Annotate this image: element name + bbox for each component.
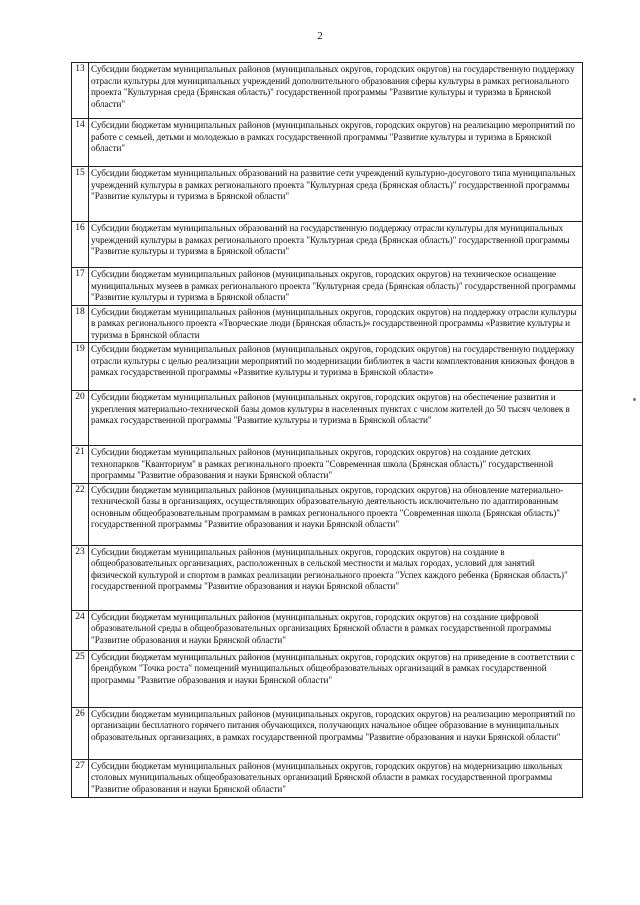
table-row (72, 650, 583, 707)
row-description: Субсидии бюджетам муниципальных районов (муниципальных округов, городских округов) на создание в общеобразовательных организациях, расположенных в сельской местности и малых городах, условий для занятий физической культурой и спортом в рамках реализации регионального проекта "Успех каждого ребенка (Брянская область)" государственной программы "Развитие образования и науки Брянской области" (89, 545, 583, 610)
row-number: 24 (72, 610, 89, 650)
row-description: Субсидии бюджетам муниципальных районов (муниципальных округов, городских округов) на государственную поддержку отрасли культуры с целью реализации мероприятий по модернизации библиотек в части комплектования книжных фондов в рамках государственной программы «Развитие культуры и туризма в Брянской области» (89, 343, 583, 391)
row-number: 18 (72, 305, 89, 343)
row-description: Субсидии бюджетам муниципальных районов (муниципальных округов, городских округов) на модернизацию школьных столовых муниципальных общеобразовательных организаций Брянской области в рамках государственной программы "Развитие образования и науки Брянской области" (89, 759, 583, 797)
row-description: Субсидии бюджетам муниципальных образований на государственную поддержку отрасли культуры для муниципальных учреждений культуры в рамках регионального проекта "Культурная среда (Брянская область)" государственной программы "Развитие культуры и туризма в Брянской области" (89, 222, 583, 268)
row-number: 19 (72, 343, 89, 391)
table-row (72, 268, 583, 306)
table-row (72, 545, 583, 610)
row-number: 27 (72, 759, 89, 797)
page-number: 2 (317, 30, 323, 42)
row-description: Субсидии бюджетам муниципальных образований на развитие сети учреждений культурно-досугового типа муниципальных учреждений культуры в рамках регионального проекта "Культурная среда (Брянская область)" государственной программы "Развитие культуры и туризма в Брянской области" (89, 167, 583, 222)
row-number: 21 (72, 446, 89, 484)
row-number: 15 (72, 167, 89, 222)
table-row (72, 119, 583, 167)
row-number: 20 (72, 391, 89, 446)
table-row (72, 483, 583, 545)
row-number: 26 (72, 707, 89, 759)
table-row (72, 446, 583, 484)
row-description: Субсидии бюджетам муниципальных районов (муниципальных округов, городских округов) на реализацию мероприятий по работе с семьей, детьми и молодежью в рамках государственной программы "Развитие культуры и туризма в Брянской области" (89, 119, 583, 167)
row-number: 17 (72, 268, 89, 306)
table-row (72, 707, 583, 759)
row-description: Субсидии бюджетам муниципальных районов (муниципальных округов, городских округов) на обеспечение развития и укрепления материально-технической базы домов культуры в населенных пунктах с числом жителей до 50 тысяч человек в рамках государственной программы "Развитие культуры и туризма в Брянской области" (89, 391, 583, 446)
table-row (72, 63, 583, 119)
row-description: Субсидии бюджетам муниципальных районов (муниципальных округов, городских округов) на обновление материально-технической базы в организациях, осуществляющих образовательную деятельность исключительно по адаптированным основным общеобразовательным программам в рамках регионального проекта "Современная школа (Брянская область)" государственной программы "Развитие образования и науки Брянской области" (89, 483, 583, 545)
subsidy-table (71, 62, 583, 798)
table-row (72, 610, 583, 650)
row-description: Субсидии бюджетам муниципальных районов (муниципальных округов, городских округов) на государственную поддержку отрасли культуры для муниципальных учреждений дополнительного образования сферы культуры в рамках регионального проекта "Культурная среда (Брянская область)" государственной программы "Развитие культуры и туризма в Брянской области" (89, 63, 583, 119)
row-description: Субсидии бюджетам муниципальных районов (муниципальных округов, городских округов) на создание цифровой образовательной среды в общеобразовательных организациях Брянской области в рамках государственной программы "Развитие образования и науки Брянской области" (89, 610, 583, 650)
table-row (72, 305, 583, 343)
row-number: 23 (72, 545, 89, 610)
table-row (72, 222, 583, 268)
row-number: 25 (72, 650, 89, 707)
row-number: 13 (72, 63, 89, 119)
row-number: 16 (72, 222, 89, 268)
row-description: Субсидии бюджетам муниципальных районов (муниципальных округов, городских округов) на поддержку отрасли культуры в рамках регионального проекта «Творческие люди (Брянская область)» государственной программы «Развитие культуры и туризма в Брянской области (89, 305, 583, 343)
row-description: Субсидии бюджетам муниципальных районов (муниципальных округов, городских округов) на создание детских технопарков "Кванториум" в рамках регионального проекта "Современная школа (Брянская область)" государственной программы "Развитие образования и науки Брянской области" (89, 446, 583, 484)
table-row (72, 343, 583, 391)
scan-speck (633, 398, 636, 401)
row-number: 22 (72, 483, 89, 545)
row-description: Субсидии бюджетам муниципальных районов (муниципальных округов, городских округов) на реализацию мероприятий по организации бесплатного горячего питания обучающихся, получающих начальное общее образование в муниципальных образовательных организациях, в рамках государственной программы "Развитие образования и науки Брянской области" (89, 707, 583, 759)
row-number: 14 (72, 119, 89, 167)
table-row (72, 759, 583, 797)
row-description: Субсидии бюджетам муниципальных районов (муниципальных округов, городских округов) на приведение в соответствии с брендбуком "Точка роста" помещений муниципальных общеобразовательных организаций в рамках государственной программы "Развитие образования и науки Брянской области" (89, 650, 583, 707)
table-row (72, 167, 583, 222)
table-row (72, 391, 583, 446)
row-description: Субсидии бюджетам муниципальных районов (муниципальных округов, городских округов) на техническое оснащение муниципальных музеев в рамках регионального проекта "Культурная среда (Брянская область)" государственной программы "Развитие культуры и туризма в Брянской области" (89, 268, 583, 306)
